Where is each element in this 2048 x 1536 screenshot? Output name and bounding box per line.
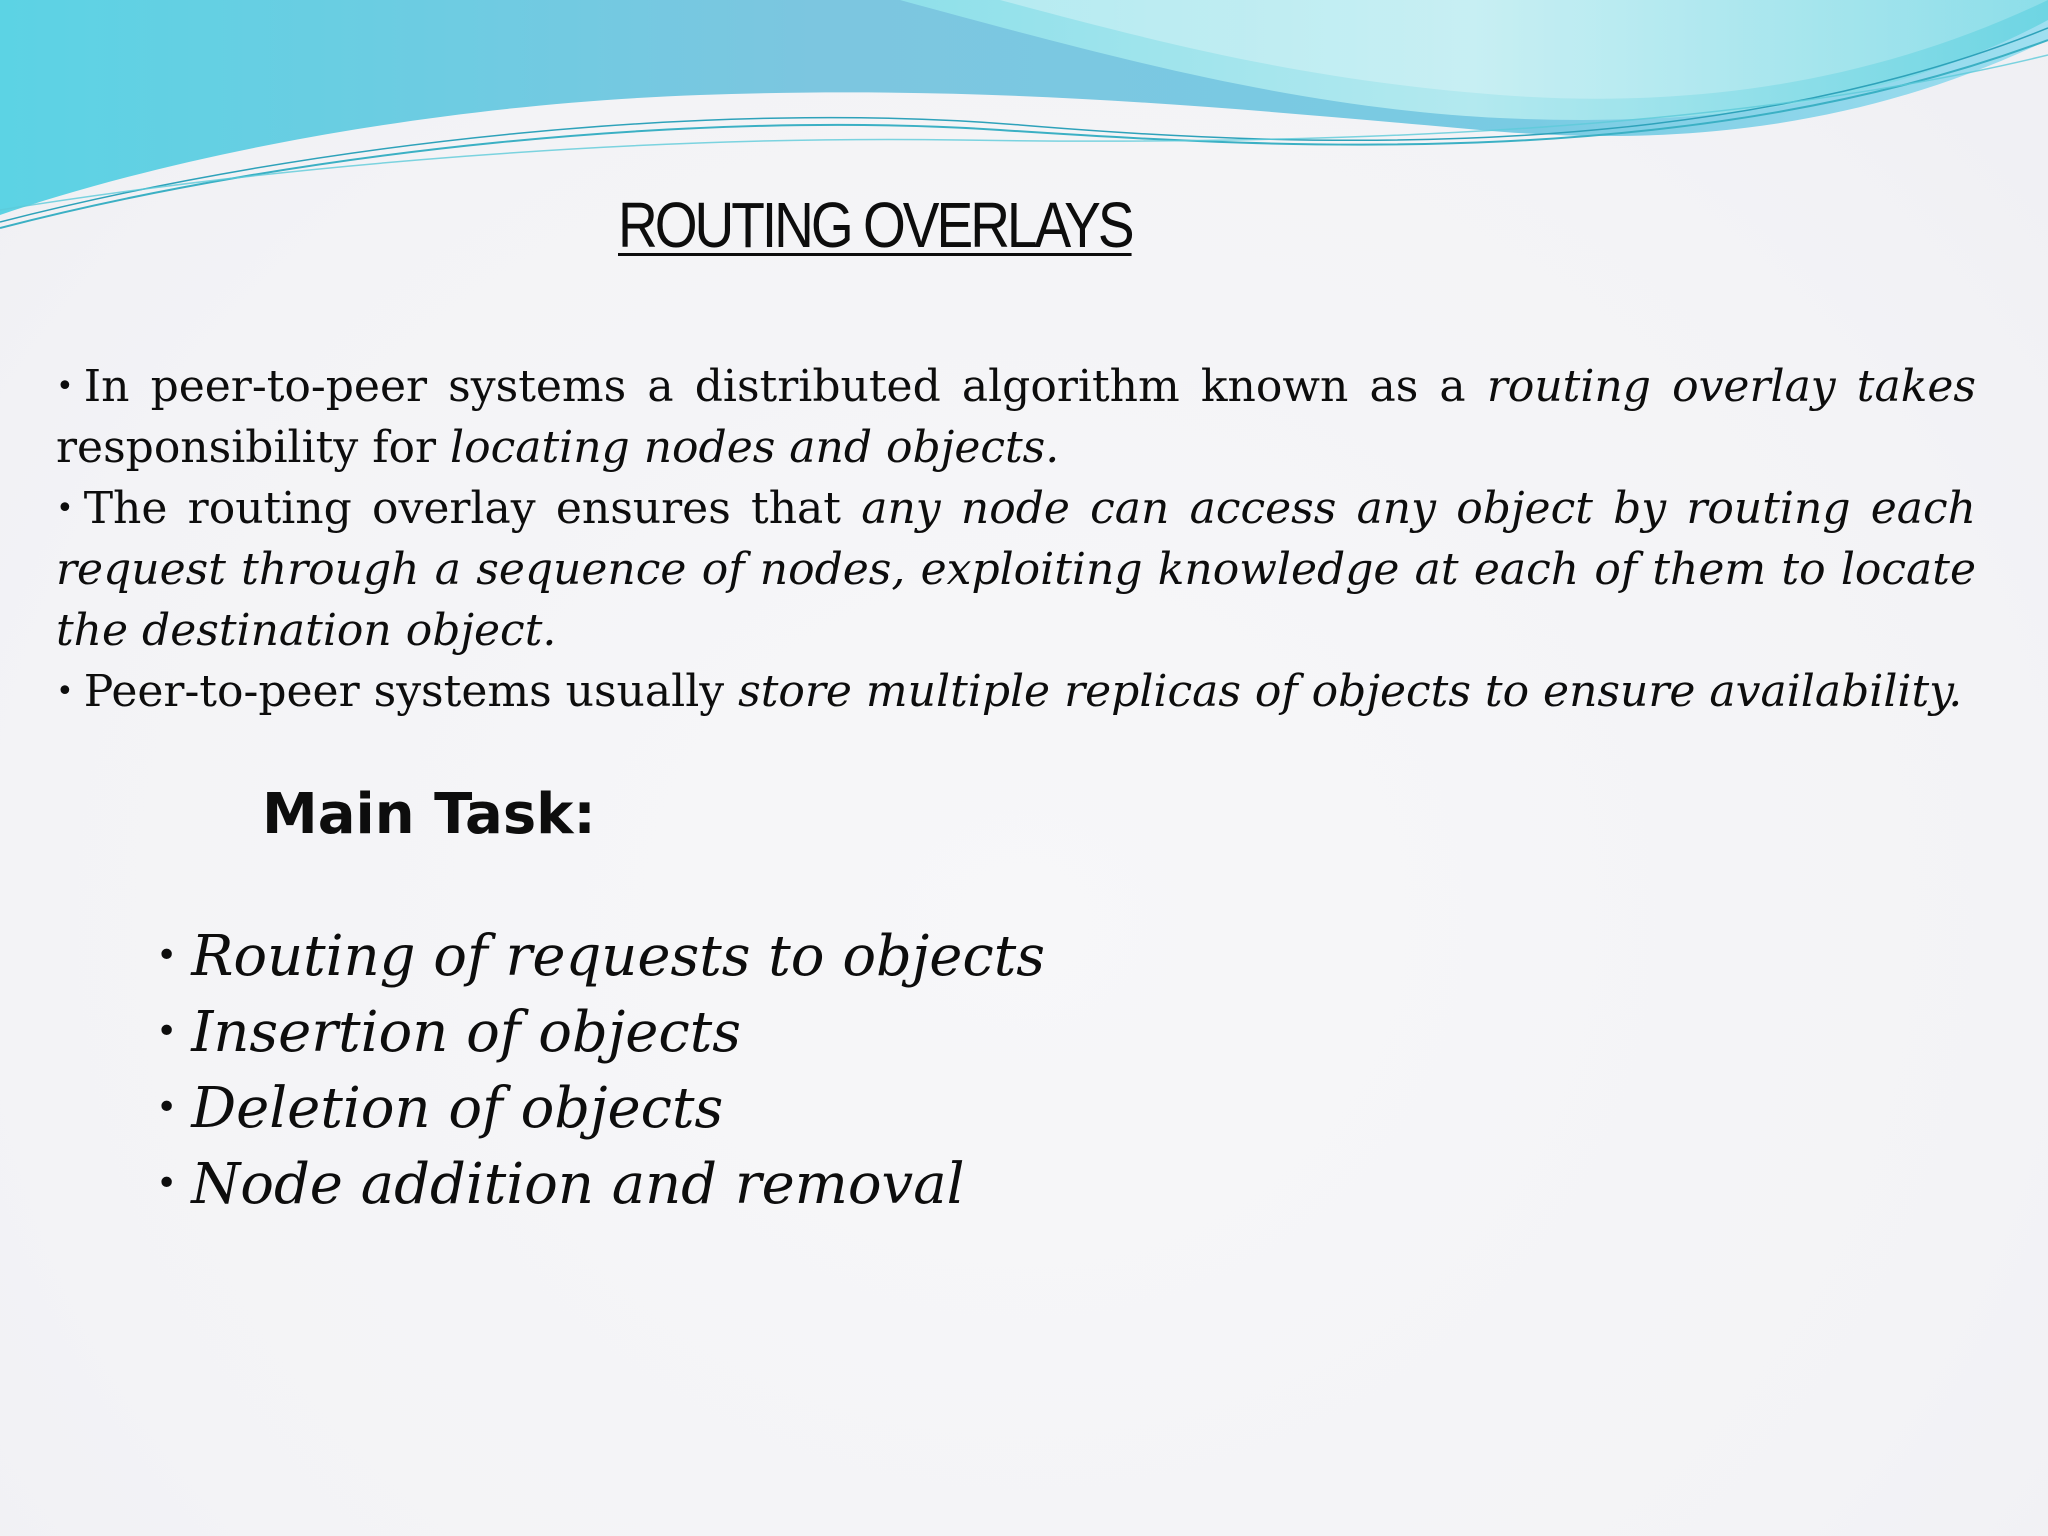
paragraph-replicas: • Peer-to-peer systems usually store multiple replicas of objects to ensure availability. xyxy=(56,666,1963,717)
bullet-marker: • xyxy=(56,491,74,526)
bullet-marker: • xyxy=(156,1011,178,1052)
task-list xyxy=(156,918,1045,1222)
main-task-heading: Main Task: xyxy=(262,782,596,847)
task-item: • Deletion of objects xyxy=(156,1076,724,1141)
bullet-marker: • xyxy=(56,369,74,404)
task-item: • Node addition and removal xyxy=(156,1152,965,1217)
paragraph-routing-overlay-access: • The routing overlay ensures that any node can access any object by routing each request through a sequence of nodes, exploiting knowledge at each of them to locate the destination object. xyxy=(56,483,1977,656)
bullet-marker: • xyxy=(56,674,74,709)
task-item: • Routing of requests to objects xyxy=(156,924,1045,989)
slide-title: ROUTING OVERLAYS xyxy=(618,189,1132,261)
bullet-marker: • xyxy=(156,935,178,976)
task-item: • Insertion of objects xyxy=(156,1000,741,1065)
bullet-marker: • xyxy=(156,1163,178,1204)
bullet-marker: • xyxy=(156,1087,178,1128)
body-text xyxy=(56,356,1976,722)
paragraph-routing-overlay-definition: • In peer-to-peer systems a distributed algorithm known as a routing overlay takes responsibility for locating nodes and objects. xyxy=(56,361,1976,473)
